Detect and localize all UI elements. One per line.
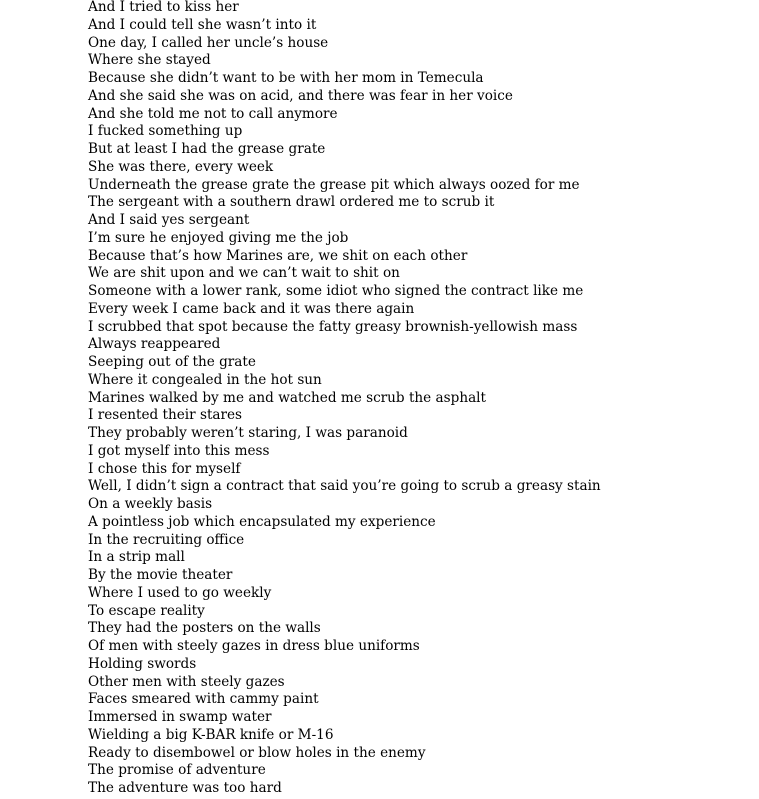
- poem-line: To escape reality: [88, 602, 205, 619]
- poem-line: And she said she was on acid, and there was fear in her voice: [88, 87, 513, 104]
- poem-line: They probably weren’t staring, I was paranoid: [88, 425, 408, 441]
- poem-line: Where I used to go weekly: [88, 584, 272, 601]
- poem-line: And I tried to kiss her: [88, 0, 239, 15]
- poem-line: Immersed in swamp water: [88, 709, 272, 725]
- poem-line: In a strip mall: [88, 549, 185, 566]
- poem-line: Underneath the grease grate the grease pit which always oozed for me: [88, 176, 580, 193]
- poem-line: On a weekly basis: [88, 496, 213, 512]
- poem-line: Because that’s how Marines are, we shit on each other: [88, 247, 468, 264]
- poem-line: I resented their stares: [88, 407, 243, 424]
- poem-line: I scrubbed that spot because the fatty greasy brownish-yellowish mass: [88, 318, 578, 335]
- poem-line: I’m sure he enjoyed giving me the job: [88, 229, 349, 246]
- poem-line: We are shit upon and we can’t wait to shit on: [88, 265, 400, 282]
- poem-line: The promise of adventure: [88, 762, 266, 779]
- poem-line: The sergeant with a southern drawl ordered me to scrub it: [88, 194, 495, 211]
- poem-line: Ready to disembowel or blow holes in the enemy: [88, 744, 426, 761]
- poem-line: The adventure was too hard: [88, 780, 282, 796]
- poem-line: She was there, every week: [88, 158, 274, 175]
- poem-line: Of men with steely gazes in dress blue uniforms: [88, 638, 420, 654]
- poem-line: I chose this for myself: [88, 460, 241, 477]
- poem-line: And I said yes sergeant: [88, 212, 250, 228]
- poem-line: Faces smeared with cammy paint: [88, 691, 319, 708]
- poem-line: Other men with steely gazes: [88, 673, 285, 690]
- poem-line: Wielding a big K-BAR knife or M-16: [88, 726, 334, 743]
- poem-line: Every week I came back and it was there again: [88, 300, 415, 317]
- poem-line: Well, I didn’t sign a contract that said you’re going to scrub a greasy stain: [88, 478, 601, 495]
- poem-line: And she told me not to call anymore: [88, 105, 338, 122]
- poem-line: By the movie theater: [88, 567, 233, 583]
- poem-line: I fucked something up: [88, 123, 243, 140]
- poem-line: Marines walked by me and watched me scrub the asphalt: [88, 389, 486, 406]
- poem-line: A pointless job which encapsulated my experience: [88, 513, 436, 530]
- poem-text: [88, 0, 601, 798]
- poem-line: In the recruiting office: [88, 531, 245, 548]
- poem-line: They had the posters on the walls: [88, 620, 321, 637]
- poem-line: Where she stayed: [88, 52, 211, 69]
- poem-line: Where it congealed in the hot sun: [88, 371, 322, 388]
- poem-line: Holding swords: [88, 655, 197, 672]
- poem-line: I got myself into this mess: [88, 442, 270, 459]
- poem-line: And I could tell she wasn’t into it: [88, 16, 317, 33]
- poem-line: Always reappeared: [88, 336, 221, 353]
- poem-line: Seeping out of the grate: [88, 354, 256, 370]
- poem-line: Someone with a lower rank, some idiot who signed the contract like me: [88, 283, 584, 299]
- poem-line: But at least I had the grease grate: [88, 141, 326, 157]
- poem-line: One day, I called her uncle’s house: [88, 34, 329, 51]
- poem-line: Because she didn’t want to be with her mom in Temecula: [88, 70, 484, 86]
